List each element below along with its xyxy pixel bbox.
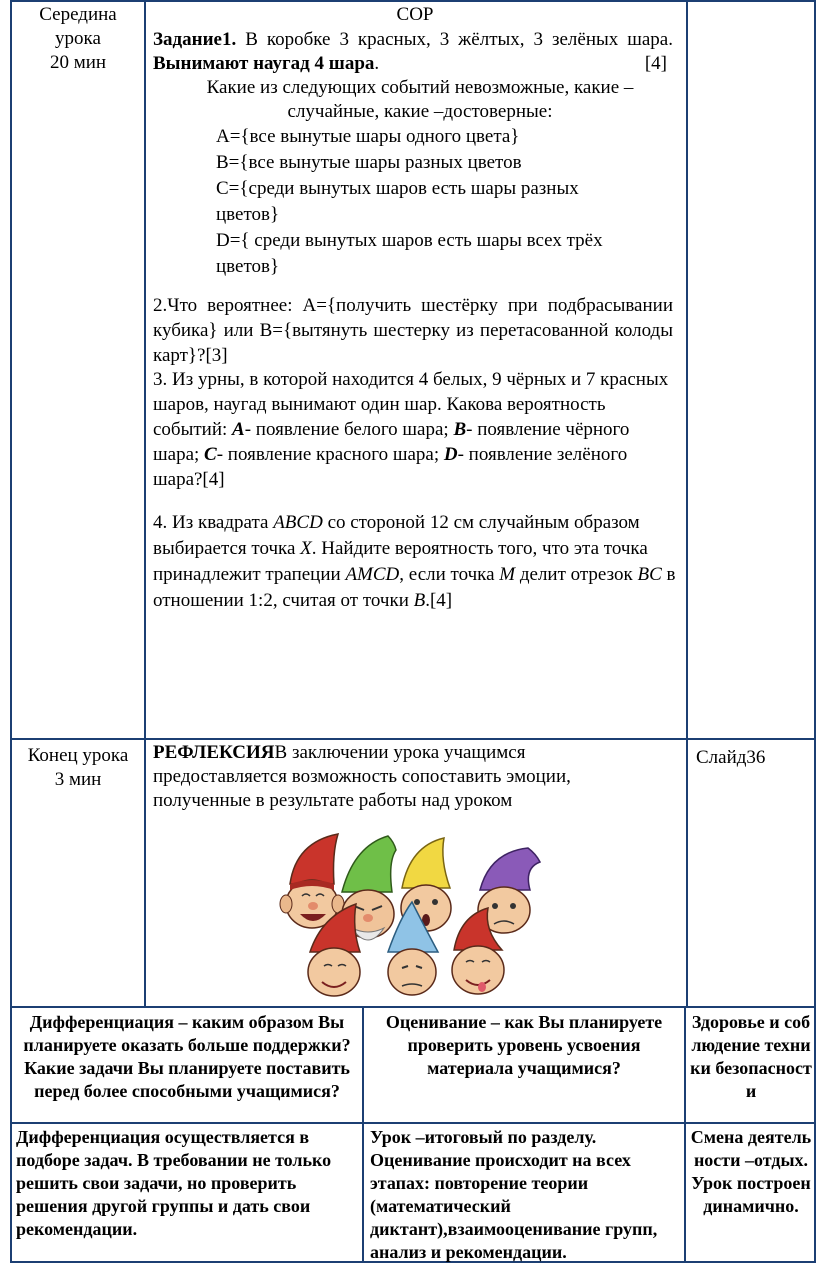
header-health-safety: Здоровье и соблюдение техники безопасности	[690, 1012, 812, 1101]
stage-middle-label: Середина урока	[39, 4, 117, 49]
task4-text-5: делит отрезок	[515, 564, 638, 585]
task3-text-3: - появление чёрного шара;	[153, 419, 630, 465]
task4-text-6: в отношении 1:2, считая от точки	[153, 564, 676, 611]
task1-text: В коробке 3 красных, 3 жёлтых, 3 зелёных шара.	[245, 29, 673, 50]
task4-amcd: AMCD	[345, 564, 400, 585]
task1: Задание1. В коробке 3 красных, 3 жёлтых, 3 зелёных шара. Вынимают наугад 4 шара. [4]	[153, 29, 673, 74]
events-list	[216, 124, 646, 280]
reflection-title: РЕФЛЕКСИЯ	[153, 742, 275, 763]
task4-x: X	[300, 538, 312, 559]
task2: 2.Что вероятнее: A={получить шестёрку при подбрасывании кубика} или B={вытянуть шестерку из перетасованной колоды карт}?[3]	[153, 295, 673, 366]
sor-header: СОР	[396, 4, 434, 25]
task1-points: [4]	[644, 53, 667, 74]
cell-assessment: Урок –итоговый по разделу. Оценивание происходит на всех этапах: повторение теории (математический диктант),взаимооценивание групп, анализ и рекомендации.	[370, 1127, 658, 1262]
task4-text-2: со стороной 12 см случайным образом выбирается точка	[153, 512, 640, 559]
task3-text-2: - появление белого шара;	[244, 419, 454, 440]
header-assessment: Оценивание – как Вы планируете проверить уровень усвоения материала учащимися?	[385, 1012, 663, 1078]
cell-differentiation: Дифференциация осуществляется в подборе задач. В требовании не только решить свои задачи, но проверить решения другой группы и дать свои рекомендации.	[16, 1127, 332, 1239]
stage-end-label: Конец урока	[27, 745, 129, 766]
task4-b: B	[413, 590, 426, 611]
task1-label: Задание1.	[153, 29, 237, 50]
task3-text-1: 3. Из урны, в которой находится 4 белых, 9 чёрных и 7 красных шаров, наугад вынимают один шар. Какова вероятность событий:	[153, 369, 669, 440]
cell-health-safety: Смена деятельности –отдых. Урок построен динамично.	[690, 1127, 812, 1216]
event-b: B={все вынутые шары разных цветов	[216, 152, 522, 173]
event-a: A={все вынутые шары одного цвета}	[216, 126, 520, 147]
task3-event-d: D	[443, 444, 458, 465]
task3-event-a: A	[232, 419, 245, 440]
slide-ref: Слайд36	[696, 747, 766, 768]
task3-event-c: C	[204, 444, 217, 465]
task4-m: M	[499, 564, 516, 585]
header-differentiation: Дифференциация – каким образом Вы планируете оказать больше поддержки? Какие задачи Вы планируете поставить перед более способными учащимися?	[23, 1012, 351, 1101]
task4-text-7: .[4]	[425, 590, 453, 611]
task4-bc: BC	[637, 564, 662, 585]
reflection	[153, 741, 653, 813]
task3-text-4: - появление красного шара;	[216, 444, 444, 465]
task4	[153, 510, 678, 614]
reflection-text: В заключении урока учащимся предоставляется возможность сопоставить эмоции, полученные в результате работы над уроком	[153, 742, 571, 811]
task4-abcd: ABCD	[273, 512, 323, 533]
event-c: C={среди вынутых шаров есть шары разных цветов}	[216, 178, 579, 225]
task4-text-3: . Найдите вероятность того, что эта точка принадлежит трапеции	[153, 538, 648, 585]
stage-end-time: 3 мин	[54, 769, 102, 790]
stage-middle-time: 20 мин	[49, 52, 107, 73]
stage-middle	[20, 3, 136, 75]
gnome-laughing-red	[280, 834, 344, 928]
task1-bold: Вынимают наугад 4 шара	[153, 53, 375, 74]
task3	[153, 367, 678, 492]
task4-text-4: , если точка	[399, 564, 500, 585]
task3-text-5: - появление зелёного шара?[4]	[153, 444, 628, 490]
event-d: D={ среди вынутых шаров есть шары всех трёх цветов}	[216, 230, 603, 277]
task4-text-1: 4. Из квадрата	[153, 512, 274, 533]
task3-event-b: B	[453, 419, 467, 440]
stage-end	[20, 744, 136, 792]
gnomes-illustration	[276, 832, 546, 1004]
task1-question: Какие из следующих событий невозможные, какие – случайные, какие –достоверные:	[206, 77, 634, 122]
